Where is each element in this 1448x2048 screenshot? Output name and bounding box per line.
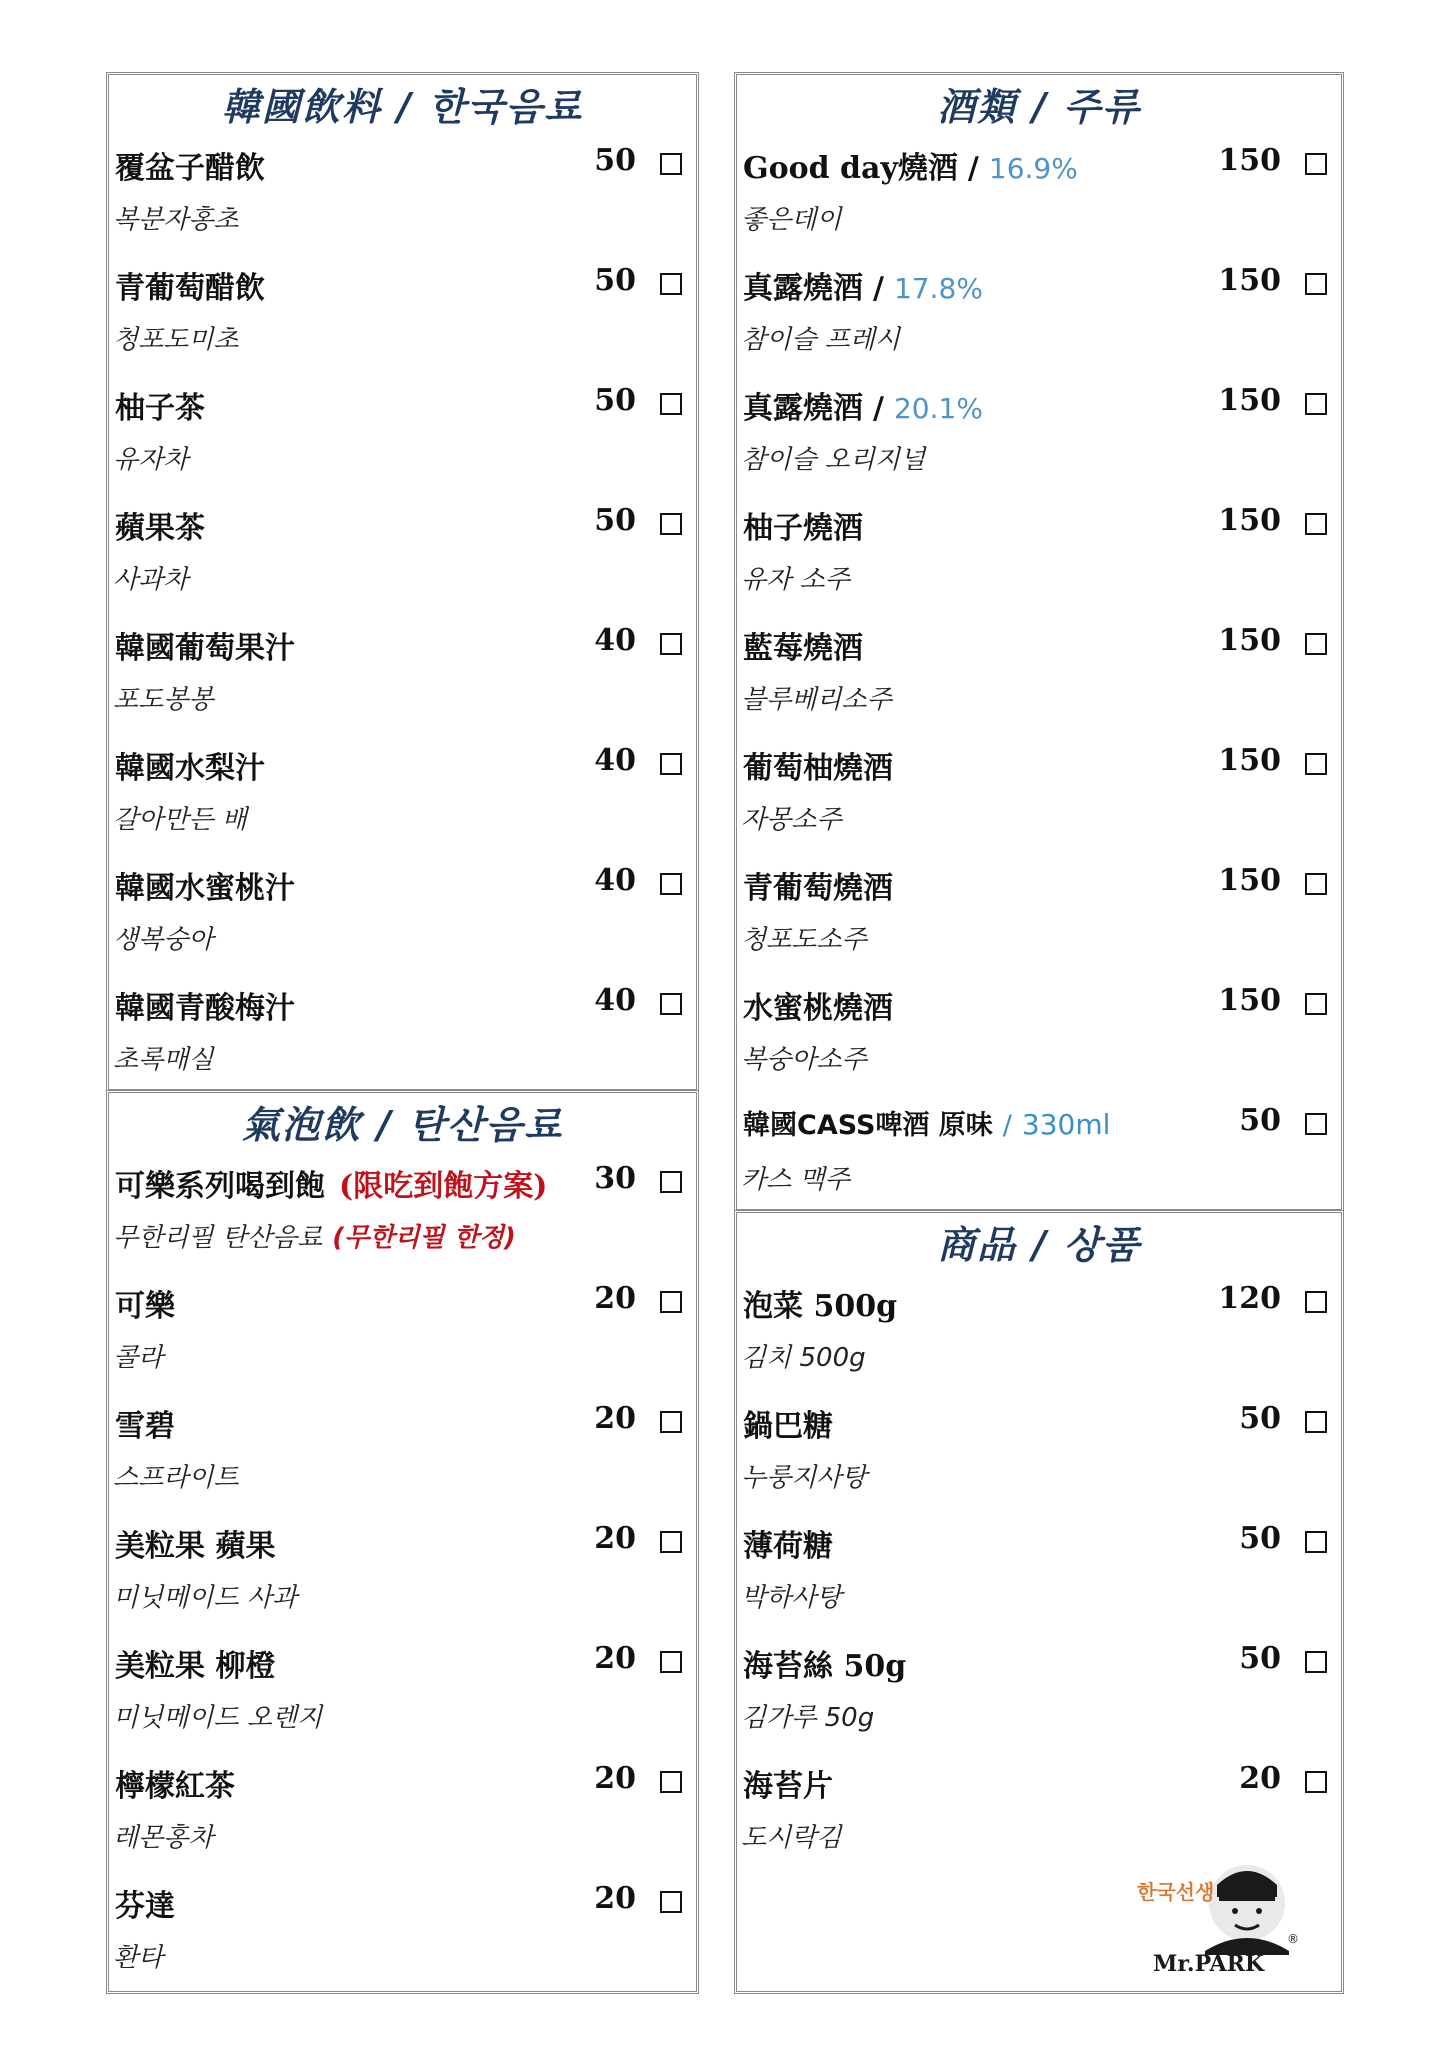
item-name: 覆盆子醋飲 xyxy=(115,151,265,186)
item-korean-name: 카스 맥주 xyxy=(741,1165,850,1195)
order-checkbox[interactable] xyxy=(1305,633,1327,655)
order-checkbox[interactable] xyxy=(1305,753,1327,775)
item-name: 藍莓燒酒 xyxy=(743,631,863,666)
item-abv: 16.9% xyxy=(988,152,1078,185)
menu-item-refill xyxy=(109,1153,696,1273)
menu-item xyxy=(737,855,1341,975)
item-price: 150 xyxy=(1218,863,1281,898)
item-korean-name: 포도봉봉 xyxy=(113,685,214,715)
goods-panel xyxy=(734,1210,1344,1994)
order-checkbox[interactable] xyxy=(660,153,682,175)
item-price: 150 xyxy=(1218,383,1281,418)
item-price: 20 xyxy=(1239,1761,1281,1796)
order-checkbox[interactable] xyxy=(660,1171,682,1193)
order-checkbox[interactable] xyxy=(660,393,682,415)
order-checkbox[interactable] xyxy=(660,873,682,895)
order-checkbox[interactable] xyxy=(1305,873,1327,895)
item-korean-name: 레몬홍차 xyxy=(113,1823,214,1853)
item-price: 50 xyxy=(1239,1401,1281,1436)
liquor-panel xyxy=(734,72,1344,1212)
menu-item xyxy=(109,1753,696,1873)
item-price: 20 xyxy=(594,1761,636,1796)
item-name: 美粒果 蘋果 xyxy=(115,1529,276,1564)
item-abv: 20.1% xyxy=(893,392,983,425)
menu-item xyxy=(109,855,696,975)
menu-item xyxy=(109,1273,696,1393)
menu-item xyxy=(109,735,696,855)
item-price: 20 xyxy=(594,1401,636,1436)
item-korean-name: 미닛메이드 사과 xyxy=(113,1583,298,1613)
menu-item-cass-beer xyxy=(737,1095,1341,1215)
item-korean-name: 블루베리소주 xyxy=(741,685,892,715)
order-checkbox[interactable] xyxy=(660,753,682,775)
item-name: 韓國水梨汁 xyxy=(115,751,265,786)
item-price: 150 xyxy=(1218,143,1281,178)
svg-text:한국선생: 한국선생 xyxy=(1137,1880,1215,1904)
item-name: 青葡萄燒酒 xyxy=(743,871,893,906)
item-name: 韓國水蜜桃汁 xyxy=(115,871,295,906)
refill-note: (限吃到飽方案) xyxy=(339,1169,548,1204)
menu-item xyxy=(737,255,1341,375)
mr-park-logo-graphic xyxy=(1135,1855,1305,1975)
menu-item xyxy=(109,1633,696,1753)
menu-item xyxy=(737,615,1341,735)
order-checkbox[interactable] xyxy=(660,1651,682,1673)
item-korean-name: 환타 xyxy=(113,1943,164,1973)
item-korean-name: 참이슬 프레시 xyxy=(741,325,900,355)
menu-item xyxy=(737,495,1341,615)
item-name: 芬達 xyxy=(115,1889,175,1924)
liquor-title: 酒類 / 주류 xyxy=(937,85,1141,129)
menu-item xyxy=(109,1513,696,1633)
item-name: 泡菜 500g xyxy=(743,1289,898,1324)
item-price: 50 xyxy=(1239,1641,1281,1676)
order-checkbox[interactable] xyxy=(1305,393,1327,415)
item-price: 120 xyxy=(1218,1281,1281,1316)
menu-item xyxy=(109,1873,696,1993)
item-korean-name: 유자 소주 xyxy=(741,565,850,595)
svg-text:Mr.PARK: Mr.PARK xyxy=(1153,1951,1264,1975)
item-price: 50 xyxy=(594,143,636,178)
item-korean-name: 생복숭아 xyxy=(113,925,214,955)
order-checkbox[interactable] xyxy=(660,273,682,295)
item-name: 可樂系列喝到飽 (限吃到飽方案) xyxy=(115,1169,548,1204)
item-name: 雪碧 xyxy=(115,1409,175,1444)
item-name: 真露燒酒 / 20.1% xyxy=(743,391,983,426)
item-price: 40 xyxy=(594,623,636,658)
menu-item xyxy=(109,1393,696,1513)
item-korean-name: 좋은데이 xyxy=(741,205,842,235)
refill-sub-note: (무한리필 한정) xyxy=(332,1223,516,1253)
item-price: 50 xyxy=(1239,1521,1281,1556)
item-korean-name: 스프라이트 xyxy=(113,1463,239,1493)
order-checkbox[interactable] xyxy=(660,1531,682,1553)
item-korean-name: 유자차 xyxy=(113,445,189,475)
item-name: 海苔片 xyxy=(743,1769,833,1804)
item-price: 150 xyxy=(1218,623,1281,658)
order-checkbox[interactable] xyxy=(1305,993,1327,1015)
menu-item xyxy=(737,1393,1341,1513)
item-name: 海苔絲 50g xyxy=(743,1649,907,1684)
item-name: 可樂 xyxy=(115,1289,175,1324)
item-name: 水蜜桃燒酒 xyxy=(743,991,893,1026)
order-checkbox[interactable] xyxy=(1305,273,1327,295)
menu-item xyxy=(109,615,696,735)
order-checkbox[interactable] xyxy=(1305,1771,1327,1793)
korean-drinks-title: 韓國飲料 / 한국음료 xyxy=(221,85,584,129)
order-checkbox[interactable] xyxy=(1305,1411,1327,1433)
item-korean-name: 도시락김 xyxy=(741,1823,842,1853)
item-korean-name: 참이슬 오리지널 xyxy=(741,445,926,475)
order-checkbox[interactable] xyxy=(660,1411,682,1433)
menu-item xyxy=(737,1273,1341,1393)
menu-item xyxy=(109,255,696,375)
soda-title: 氣泡飲 / 탄산음료 xyxy=(241,1103,564,1147)
order-checkbox[interactable] xyxy=(1305,1291,1327,1313)
item-korean-name: 갈아만든 배 xyxy=(113,805,247,835)
item-korean-name: 미닛메이드 오렌지 xyxy=(113,1703,323,1733)
item-korean-name: 복분자홍초 xyxy=(113,205,239,235)
item-name: 韓國CASS啤酒 原味 / 330ml xyxy=(743,1108,1111,1141)
item-price: 20 xyxy=(594,1641,636,1676)
item-name: 青葡萄醋飲 xyxy=(115,271,265,306)
item-price: 40 xyxy=(594,983,636,1018)
item-name: 柚子燒酒 xyxy=(743,511,863,546)
item-price: 20 xyxy=(594,1521,636,1556)
menu-item xyxy=(737,135,1341,255)
item-name: 鍋巴糖 xyxy=(743,1409,833,1444)
item-price: 40 xyxy=(594,743,636,778)
item-name: Good day燒酒 / 16.9% xyxy=(743,151,1078,186)
goods-title: 商品 / 상품 xyxy=(937,1223,1141,1267)
item-abv: 17.8% xyxy=(893,272,983,305)
item-korean-name: 김치 500g xyxy=(741,1343,866,1373)
order-checkbox[interactable] xyxy=(1305,1113,1327,1135)
item-price: 150 xyxy=(1218,743,1281,778)
item-korean-name: 복숭아소주 xyxy=(741,1045,867,1075)
soda-panel xyxy=(106,1090,699,1994)
order-checkbox[interactable] xyxy=(660,513,682,535)
item-korean-name: 청포도소주 xyxy=(741,925,867,955)
item-price: 150 xyxy=(1218,263,1281,298)
order-checkbox[interactable] xyxy=(1305,1531,1327,1553)
item-price: 150 xyxy=(1218,503,1281,538)
item-price: 20 xyxy=(594,1281,636,1316)
menu-item xyxy=(737,975,1341,1095)
item-korean-name: 자몽소주 xyxy=(741,805,842,835)
menu-item xyxy=(737,1633,1341,1753)
order-checkbox[interactable] xyxy=(660,1291,682,1313)
item-korean-name: 김가루 50g xyxy=(741,1703,875,1733)
order-checkbox[interactable] xyxy=(660,633,682,655)
menu-item xyxy=(109,135,696,255)
order-checkbox[interactable] xyxy=(660,1771,682,1793)
menu-item xyxy=(737,375,1341,495)
item-name: 蘋果茶 xyxy=(115,511,205,546)
item-price: 50 xyxy=(594,263,636,298)
item-korean-name: 무한리필 탄산음료 (무한리필 한정) xyxy=(113,1223,516,1253)
korean-drinks-panel xyxy=(106,72,699,1092)
mr-park-logo xyxy=(1135,1855,1305,1975)
menu-item xyxy=(109,975,696,1095)
item-korean-name: 청포도미초 xyxy=(113,325,239,355)
item-name: 葡萄柚燒酒 xyxy=(743,751,893,786)
menu-item xyxy=(737,1513,1341,1633)
item-price: 50 xyxy=(594,503,636,538)
item-price: 40 xyxy=(594,863,636,898)
item-volume: 330ml xyxy=(1021,1108,1111,1141)
item-korean-name: 콜라 xyxy=(113,1343,164,1373)
item-korean-name: 누룽지사탕 xyxy=(741,1463,867,1493)
item-korean-name: 박하사탕 xyxy=(741,1583,842,1613)
item-korean-name: 초록매실 xyxy=(113,1045,214,1075)
menu-item xyxy=(109,375,696,495)
item-name: 韓國青酸梅汁 xyxy=(115,991,295,1026)
item-name: 真露燒酒 / 17.8% xyxy=(743,271,983,306)
item-price: 150 xyxy=(1218,983,1281,1018)
item-price: 50 xyxy=(594,383,636,418)
item-price: 20 xyxy=(594,1881,636,1916)
menu-item xyxy=(109,495,696,615)
svg-text:®: ® xyxy=(1287,1932,1299,1946)
item-name: 美粒果 柳橙 xyxy=(115,1649,276,1684)
item-price: 50 xyxy=(1239,1103,1281,1138)
order-checkbox[interactable] xyxy=(660,1891,682,1913)
item-korean-name: 사과차 xyxy=(113,565,189,595)
order-checkbox[interactable] xyxy=(1305,153,1327,175)
item-price: 30 xyxy=(594,1161,636,1196)
item-name: 薄荷糖 xyxy=(743,1529,833,1564)
item-name: 柚子茶 xyxy=(115,391,205,426)
item-name: 韓國葡萄果汁 xyxy=(115,631,295,666)
order-checkbox[interactable] xyxy=(1305,513,1327,535)
item-name: 檸檬紅茶 xyxy=(115,1769,235,1804)
order-checkbox[interactable] xyxy=(660,993,682,1015)
order-checkbox[interactable] xyxy=(1305,1651,1327,1673)
menu-item xyxy=(737,735,1341,855)
